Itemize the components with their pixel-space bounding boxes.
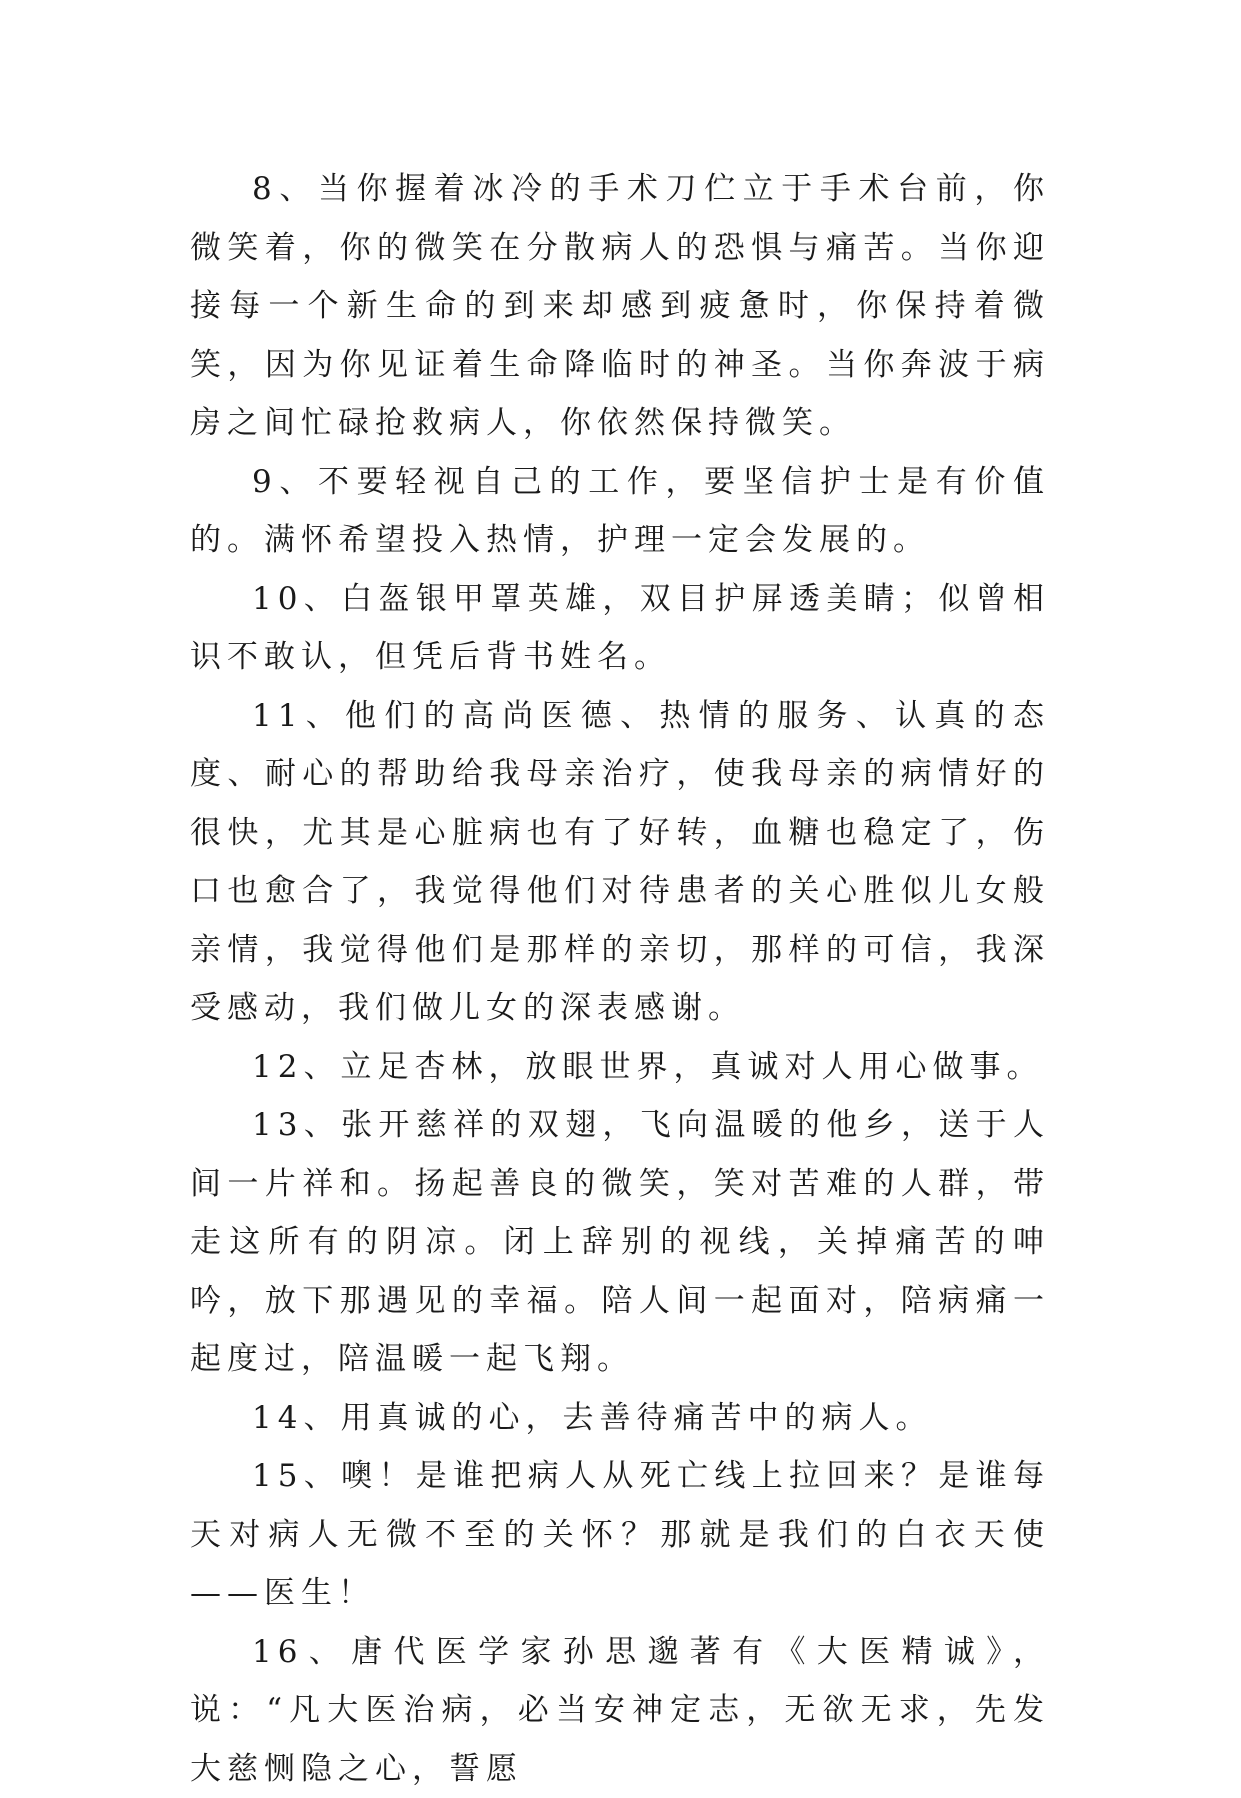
paragraph-8: 8、当你握着冰冷的手术刀伫立于手术台前，你微笑着，你的微笑在分散病人的恐惧与痛苦。当你迎接每一个新生命的到来却感到疲惫时，你保持着微笑，因为你见证着生命降临时的神圣。当你奔波于病房之间忙碌抢救病人，你依然保持微笑。: [190, 160, 1050, 453]
paragraph-16: 16、唐代医学家孙思邈著有《大医精诚》，说：“凡大医治病，必当安神定志，无欲无求，先发大慈恻隐之心，誓愿: [190, 1623, 1050, 1798]
paragraph-10: 10、白盔银甲罩英雄，双目护屏透美睛；似曾相识不敢认，但凭后背书姓名。: [190, 570, 1050, 687]
paragraph-13: 13、张开慈祥的双翅，飞向温暖的他乡，送于人间一片祥和。扬起善良的微笑，笑对苦难的人群，带走这所有的阴凉。闭上辞别的视线，关掉痛苦的呻吟，放下那遇见的幸福。陪人间一起面对，陪病痛一起度过，陪温暖一起飞翔。: [190, 1096, 1050, 1389]
paragraph-11: 11、他们的高尚医德、热情的服务、认真的态度、耐心的帮助给我母亲治疗，使我母亲的病情好的很快，尤其是心脏病也有了好转，血糖也稳定了，伤口也愈合了，我觉得他们对待患者的关心胜似儿女般亲情，我觉得他们是那样的亲切，那样的可信，我深受感动，我们做儿女的深表感谢。: [190, 687, 1050, 1038]
paragraph-14: 14、用真诚的心，去善待痛苦中的病人。: [190, 1389, 1050, 1448]
paragraph-12: 12、立足杏林，放眼世界，真诚对人用心做事。: [190, 1038, 1050, 1097]
paragraph-15: 15、噢！是谁把病人从死亡线上拉回来？是谁每天对病人无微不至的关怀？那就是我们的白衣天使——医生！: [190, 1447, 1050, 1623]
paragraph-9: 9、不要轻视自己的工作，要坚信护士是有价值的。满怀希望投入热情，护理一定会发展的。: [190, 453, 1050, 570]
document-page: [190, 160, 1050, 1798]
